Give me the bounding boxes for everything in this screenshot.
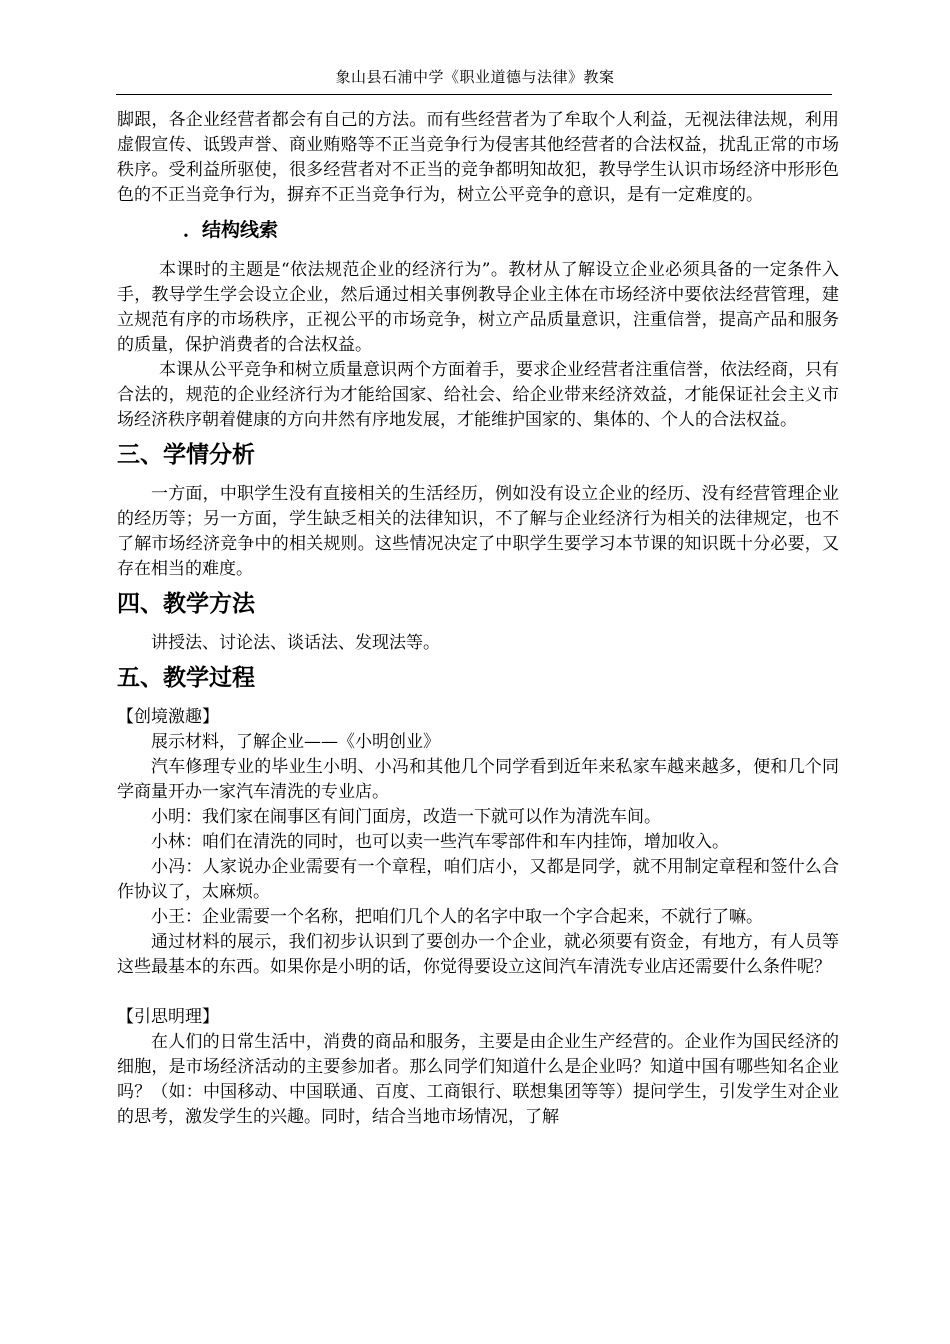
section-3-paragraph: 一方面，中职学生没有直接相关的生活经历，例如没有设立企业的经历、没有经营管理企业的经历等；另一方面，学生缺乏相关的法律知识，不了解与企业经济行为相关的法律规定，也不了解市场经济竞争中的相关规则。这些情况决定了中职学生要学习本节课的知识既十分必要，又存在相当的难度。 bbox=[117, 484, 839, 579]
part-1-summary: 通过材料的展示，我们初步认识到了要创办一个企业，就必须要有资金，有地方，有人员等这些最基本的东西。如果你是小明的话，你觉得要设立这间汽车清洗专业店还需要什么条件呢？ bbox=[117, 932, 839, 977]
section-5-heading: 五、教学过程 bbox=[117, 665, 255, 691]
document-body bbox=[117, 108, 839, 1130]
section-4-heading: 四、教学方法 bbox=[117, 591, 255, 617]
structure-paragraph-2: 本课从公平竞争和树立质量意识两个方面着手，要求企业经营者注重信誉，依法经商，只有合法的，规范的企业经济行为才能给国家、给社会、给企业带来经济效益，才能保证社会主义市场经济秩序朝着健康的方向井然有序地发展，才能维护国家的、集体的、个人的合法权益。 bbox=[117, 360, 839, 430]
page-header: 象山县石浦中学《职业道德与法律》教案 bbox=[335, 68, 615, 86]
part-2-label: 【引思明理】 bbox=[117, 1007, 219, 1027]
dialog-xiaolin: 小林：咱们在清洗的同时，也可以卖一些汽车零部件和车内挂饰，增加收入。 bbox=[151, 832, 729, 852]
part-2-paragraph: 在人们的日常生活中，消费的商品和服务，主要是由企业生产经营的。企业作为国民经济的细胞，是市场经济活动的主要参加者。那么同学们知道什么是企业吗？知道中国有哪些知名企业吗？（如：中国移动、中国联通、百度、工商银行、联想集团等等）提问学生，引发学生对企业的思考，激发学生的兴趣。同时，结合当地市场情况，了解 bbox=[117, 1032, 839, 1127]
intro-paragraph: 脚跟，各企业经营者都会有自己的方法。而有些经营者为了牟取个人利益，无视法律法规，利用虚假宣传、诋毁声誉、商业贿赂等不正当竞争行为侵害其他经营者的合法权益，扰乱正常的市场秩序。受利益所驱使，很多经营者对不正当的竞争都明知故犯，教导学生认识市场经济中形形色色的不正当竞争行为，摒弃不正当竞争行为，树立公平竞争的意识，是有一定难度的。 bbox=[117, 110, 839, 205]
dialog-xiaofeng: 小冯：人家说办企业需要有一个章程，咱们店小，又都是同学，就不用制定章程和签什么合作协议了，太麻烦。 bbox=[117, 857, 839, 902]
blank-line bbox=[117, 980, 839, 1005]
dialog-xiaoming: 小明：我们家在闹事区有间门面房，改造一下就可以作为清洗车间。 bbox=[151, 807, 661, 827]
part-1-label: 【创境激趣】 bbox=[117, 707, 219, 727]
section-4-paragraph: 讲授法、讨论法、谈话法、发现法等。 bbox=[151, 633, 440, 653]
header-rule bbox=[116, 94, 832, 95]
structure-heading: ．结构线索 bbox=[183, 219, 279, 241]
part-1-material: 展示材料，了解企业——《小明创业》 bbox=[151, 732, 440, 752]
dialog-xiaowang: 小王：企业需要一个名称，把咱们几个人的名字中取一个字合起来，不就行了嘛。 bbox=[151, 907, 763, 927]
section-3-heading: 三、学情分析 bbox=[117, 442, 255, 468]
part-1-story: 汽车修理专业的毕业生小明、小冯和其他几个同学看到近年来私家车越来越多，便和几个同学商量开办一家汽车清洗的专业店。 bbox=[117, 757, 839, 802]
structure-paragraph-1: 本课时的主题是“依法规范企业的经济行为”。教材从了解设立企业必须具备的一定条件入手，教导学生学会设立企业，然后通过相关事例教导企业主体在市场经济中要依法经营管理，建立规范有序的市场秩序，正视公平的市场竞争，树立产品质量意识，注重信誉，提高产品和服务的质量，保护消费者的合法权益。 bbox=[117, 260, 839, 355]
